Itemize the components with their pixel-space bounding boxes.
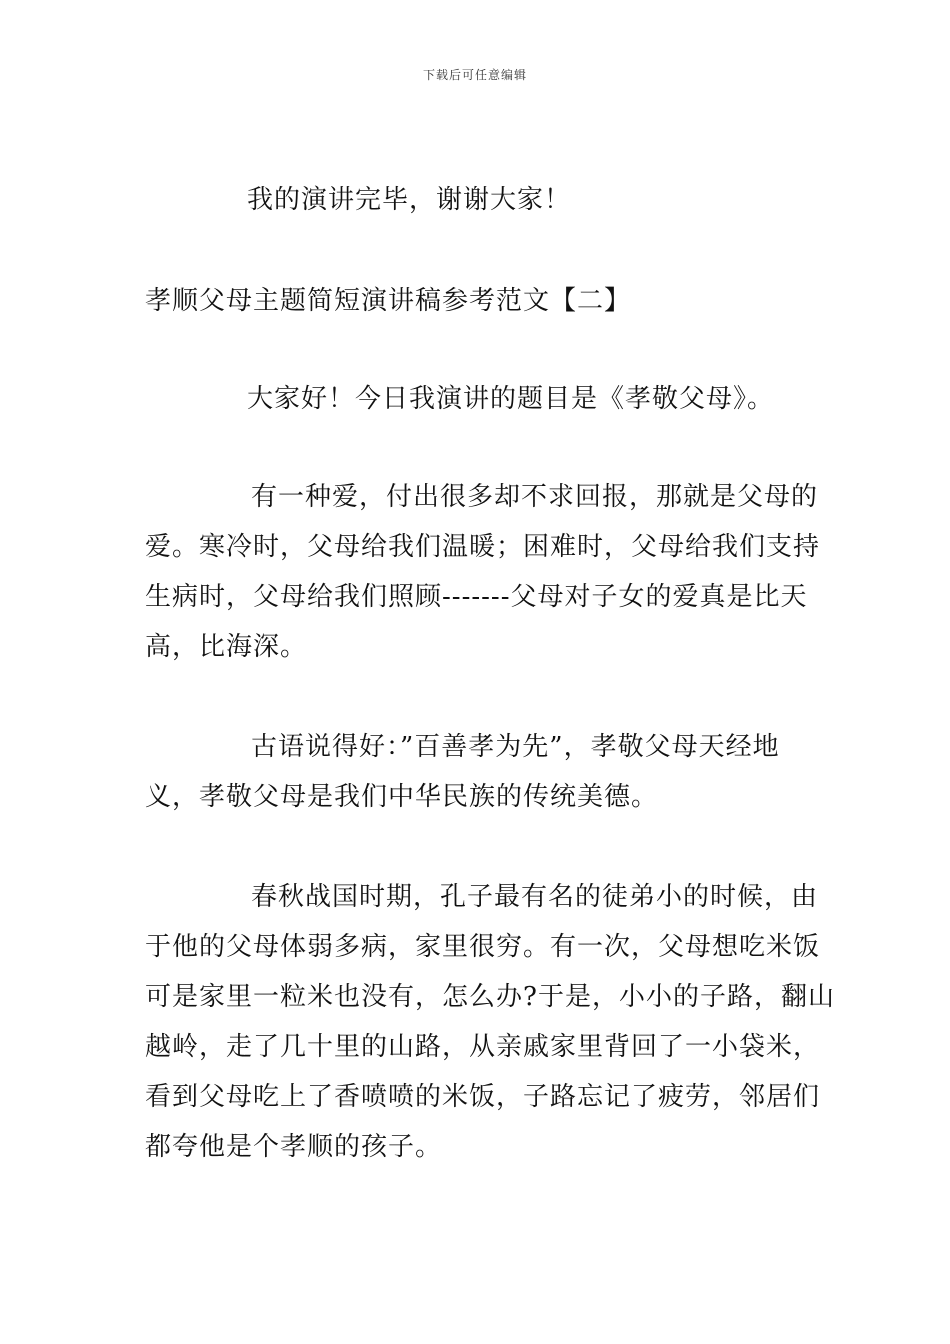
section-title: 孝顺父母主题简短演讲稿参考范文【二】 [145, 286, 632, 316]
paragraph-line: 春秋战国时期，孔子最有名的徒弟小的时候，由 [251, 882, 819, 912]
paragraph-line: 于他的父母体弱多病，家里很穷。有一次，父母想吃米饭 [145, 932, 821, 962]
paragraph-line: 高，比海深。 [145, 632, 308, 662]
paragraph-line: 看到父母吃上了香喷喷的米饭，子路忘记了疲劳，邻居们 [145, 1082, 821, 1112]
paragraph-line: 义，孝敬父母是我们中华民族的传统美德。 [145, 782, 659, 812]
paragraph-line: 有一种爱，付出很多却不求回报，那就是父母的 [251, 482, 819, 512]
paragraph-line: 爱。寒冷时，父母给我们温暖；困难时，父母给我们支持 [145, 532, 821, 562]
closing-line: 我的演讲完毕，谢谢大家！ [247, 185, 572, 215]
greeting-line: 大家好！今日我演讲的题目是《孝敬父母》。 [247, 384, 775, 414]
paragraph-line: 可是家里一粒米也没有，怎么办?于是，小小的子路，翻山 [145, 982, 835, 1012]
paragraph-line: 生病时，父母给我们照顾-------父母对子女的爱真是比天 [145, 582, 808, 612]
paragraph-line: 古语说得好：”百善孝为先”，孝敬父母天经地 [251, 732, 780, 762]
page-header: 下载后可任意编辑 [422, 68, 527, 82]
paragraph-line: 都夸他是个孝顺的孩子。 [145, 1132, 443, 1162]
paragraph-line: 越岭，走了几十里的山路，从亲戚家里背回了一小袋米， [145, 1032, 821, 1062]
